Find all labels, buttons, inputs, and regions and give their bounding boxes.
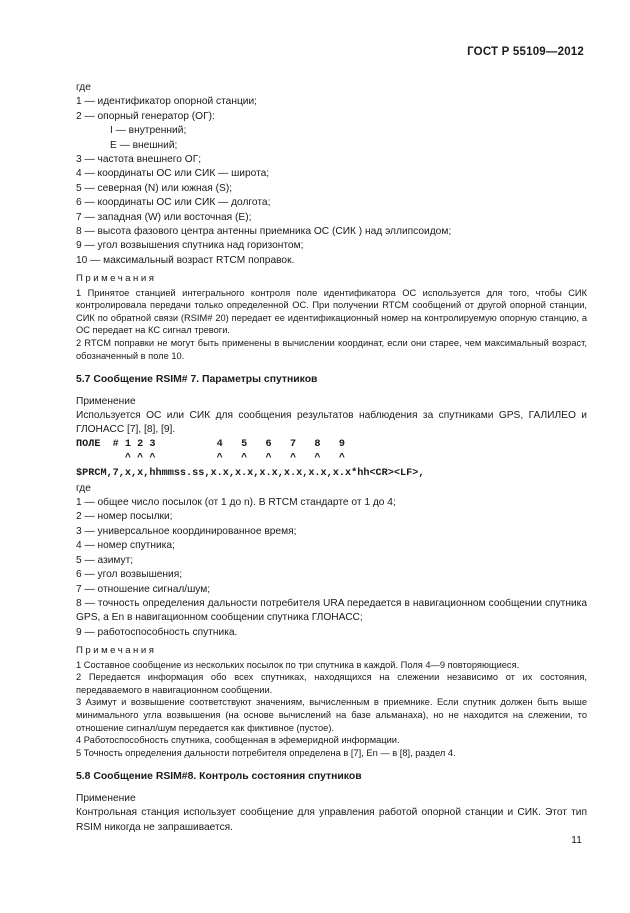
format-string: $PRCM,7,x,x,hhmmss.ss,x.x,x.x,x.x,x.x,x.x,x.x*hh<CR><LF>, [76, 468, 425, 480]
field-item: 8 — высота фазового центра антенны приемника ОС (СИК ) над эллипсоидом; [76, 226, 452, 238]
field-item: 5 — северная (N) или южная (S); [76, 182, 233, 194]
section-description: Контрольная станция использует сообщение для управления работой опорной станции и СИК. Этот тип RSIM никогда не запрашивается. [76, 807, 587, 833]
field-subitem: E — внешний; [110, 139, 178, 151]
note-item: 1 Составное сообщение из нескольких посылок по три спутника в каждой. Поля 4—9 повторяющиеся. [76, 659, 520, 670]
document-id: ГОСТ Р 55109—2012 [467, 46, 584, 58]
field-item: 6 — угол возвышения; [76, 569, 183, 581]
field-item: 10 — максимальный возраст RTCM поправок. [76, 254, 295, 266]
field-item: 6 — координаты ОС или СИК — долгота; [76, 197, 271, 209]
field-item: 4 — координаты ОС или СИК — широта; [76, 168, 270, 180]
field-item: 1 — идентификатор опорной станции; [76, 96, 258, 108]
field-item: 4 — номер спутника; [76, 540, 175, 552]
notes-title: Примечания [76, 645, 157, 657]
field-item: 9 — работоспособность спутника. [76, 626, 238, 638]
note-item: 3 Азимут и возвышение соответствуют значениям, вычисленным в приемнике. Если спутник должен быть выше минимального угла возвышения (на основе вычислений на базе альманаха), но не находится на слежении, то отношение сигнал/шум передается как фиктивное (пустое). [76, 697, 587, 733]
field-item: 3 — универсальное координированное время; [76, 525, 297, 537]
note-item: 2 Передается информация обо всех спутниках, находящихся на слежении независимо от их состояния, передаваемого в навигационном сообщении. [76, 672, 587, 695]
field-item: 9 — угол возвышения спутника над горизонтом; [76, 240, 304, 252]
page-number: 11 [571, 834, 582, 846]
field-item: 7 — отношение сигнал/шум; [76, 583, 211, 595]
page-content [76, 81, 587, 835]
where-label: где [76, 82, 91, 93]
note-item: 2 RTCM поправки не могут быть применены в вычислении координат, если они старее, чем максимальный возраст, обозначенный в поле 10. [76, 338, 587, 361]
format-carets: ^ ^ ^ ^ ^ ^ ^ ^ ^ [76, 453, 345, 465]
application-label: Применение [76, 395, 136, 407]
field-item: 8 — точность определения дальности потребителя URA передается в навигационном сообщении спутника GPS, а En в навигационном сообщении спутника ГЛОНАСС; [76, 597, 587, 624]
field-item: 7 — западная (W) или восточная (E); [76, 211, 252, 223]
field-item: 1 — общее число посылок (от 1 до n). В RTCM стандарте от 1 до 4; [76, 497, 396, 509]
application-label: Применение [76, 792, 136, 804]
section-description: Используется ОС или СИК для сообщения результатов наблюдения за спутниками GPS, ГАЛИЛЕО и ГЛОНАСС [7], [8], [9]. [76, 410, 587, 436]
note-item: 1 Принятое станцией интегрального контроля поле идентификатора ОС используется для того, чтобы СИК контролировала передачи только определенной ОС. При получении RTCM сообщений от другой опорной станции, СИК по обратной связи (RSIM# 20) передает ее идентификационный номер на контролируемую опорную станцию, а ОС передает на КС сигнал тревоги. [76, 287, 587, 336]
field-item: 2 — опорный генератор (ОГ): [76, 110, 215, 122]
field-item: 2 — номер посылки; [76, 511, 173, 523]
notes-title: Примечания [76, 273, 157, 285]
format-field-numbers: ПОЛЕ # 1 2 3 4 5 6 7 8 9 [76, 438, 345, 450]
field-item: 5 — азимут; [76, 554, 134, 566]
note-item: 5 Точность определения дальности потребителя определена в [7], En — в [8], раздел 4. [76, 747, 456, 758]
where-label: где [76, 482, 91, 494]
field-item: 3 — частота внешнего ОГ; [76, 154, 202, 166]
field-subitem: I — внутренний; [110, 125, 187, 137]
note-item: 4 Работоспособность спутника, сообщенная в эфемеридной информации. [76, 735, 400, 746]
section-title: 5.8 Сообщение RSIM#8. Контроль состояния спутников [76, 771, 362, 783]
section-title: 5.7 Сообщение RSIM# 7. Параметры спутников [76, 374, 318, 386]
